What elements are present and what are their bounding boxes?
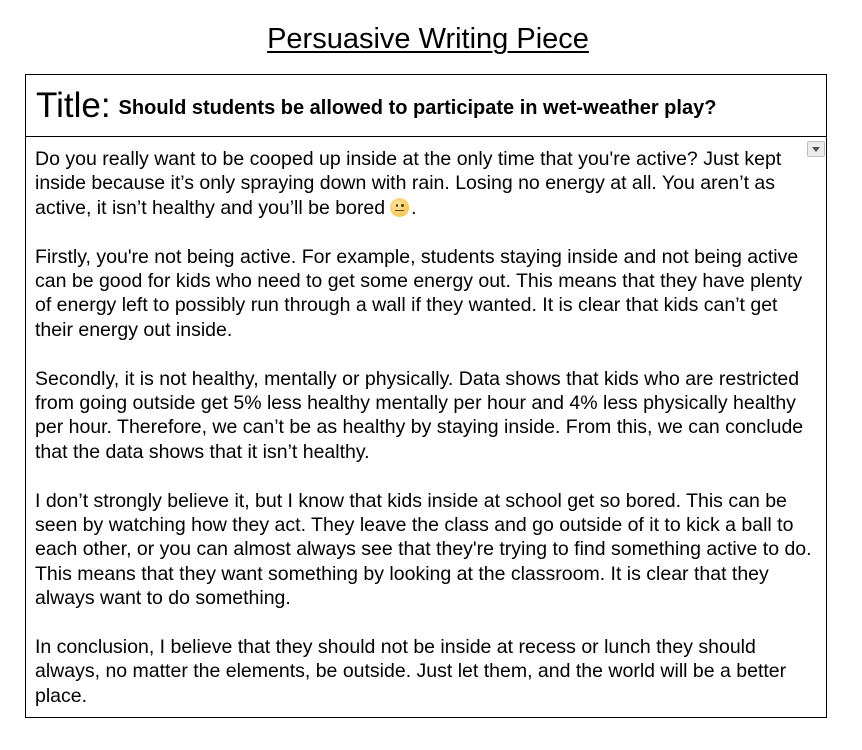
paragraph-intro bbox=[35, 147, 817, 220]
essay-title: Should students be allowed to participate in wet-weather play? bbox=[118, 97, 717, 119]
paragraph-intro-text: Do you really want to be cooped up inside at the only time that you're active? Just kept inside because it’s only spraying down with rain. Losing no energy at all. You aren’t as active, it isn’t healthy and you’ll be bored bbox=[35, 148, 782, 219]
neutral-face-icon bbox=[390, 198, 409, 217]
essay-body[interactable] bbox=[26, 137, 826, 708]
title-label: Title: bbox=[36, 85, 111, 125]
dropdown-arrow-icon[interactable] bbox=[807, 141, 825, 157]
title-row bbox=[26, 75, 826, 137]
writing-table bbox=[25, 74, 827, 718]
paragraph-conclusion: In conclusion, I believe that they should not be inside at recess or lunch they should always, no matter the elements, be outside. Just let them, and the world will be a better place. bbox=[35, 636, 787, 707]
paragraph-active: Firstly, you're not being active. For example, students staying inside and not being active can be good for kids who need to get some energy out. This means that they have plenty of energy left to possibly run through a wall if they wanted. It is clear that kids can’t get their energy out inside. bbox=[35, 245, 803, 341]
paragraph-healthy: Secondly, it is not healthy, mentally or physically. Data shows that kids who are restricted from going outside get 5% less healthy mentally per hour and 4% less physically healthy per hour. Therefore, we can’t be as healthy by staying inside. From this, we can conclude that the data shows that it isn’t healthy. bbox=[35, 367, 804, 463]
paragraph-bored: I don’t strongly believe it, but I know that kids inside at school get so bored. This can be seen by watching how they act. They leave the class and go outside of it to kick a ball to each other, or you can almost always see that they're trying to find something active to do. This means that they want something by looking at the classroom. It is clear that they always want to do something. bbox=[35, 489, 812, 610]
page-heading: Persuasive Writing Piece bbox=[267, 23, 589, 55]
paragraph-intro-end: . bbox=[411, 196, 417, 219]
